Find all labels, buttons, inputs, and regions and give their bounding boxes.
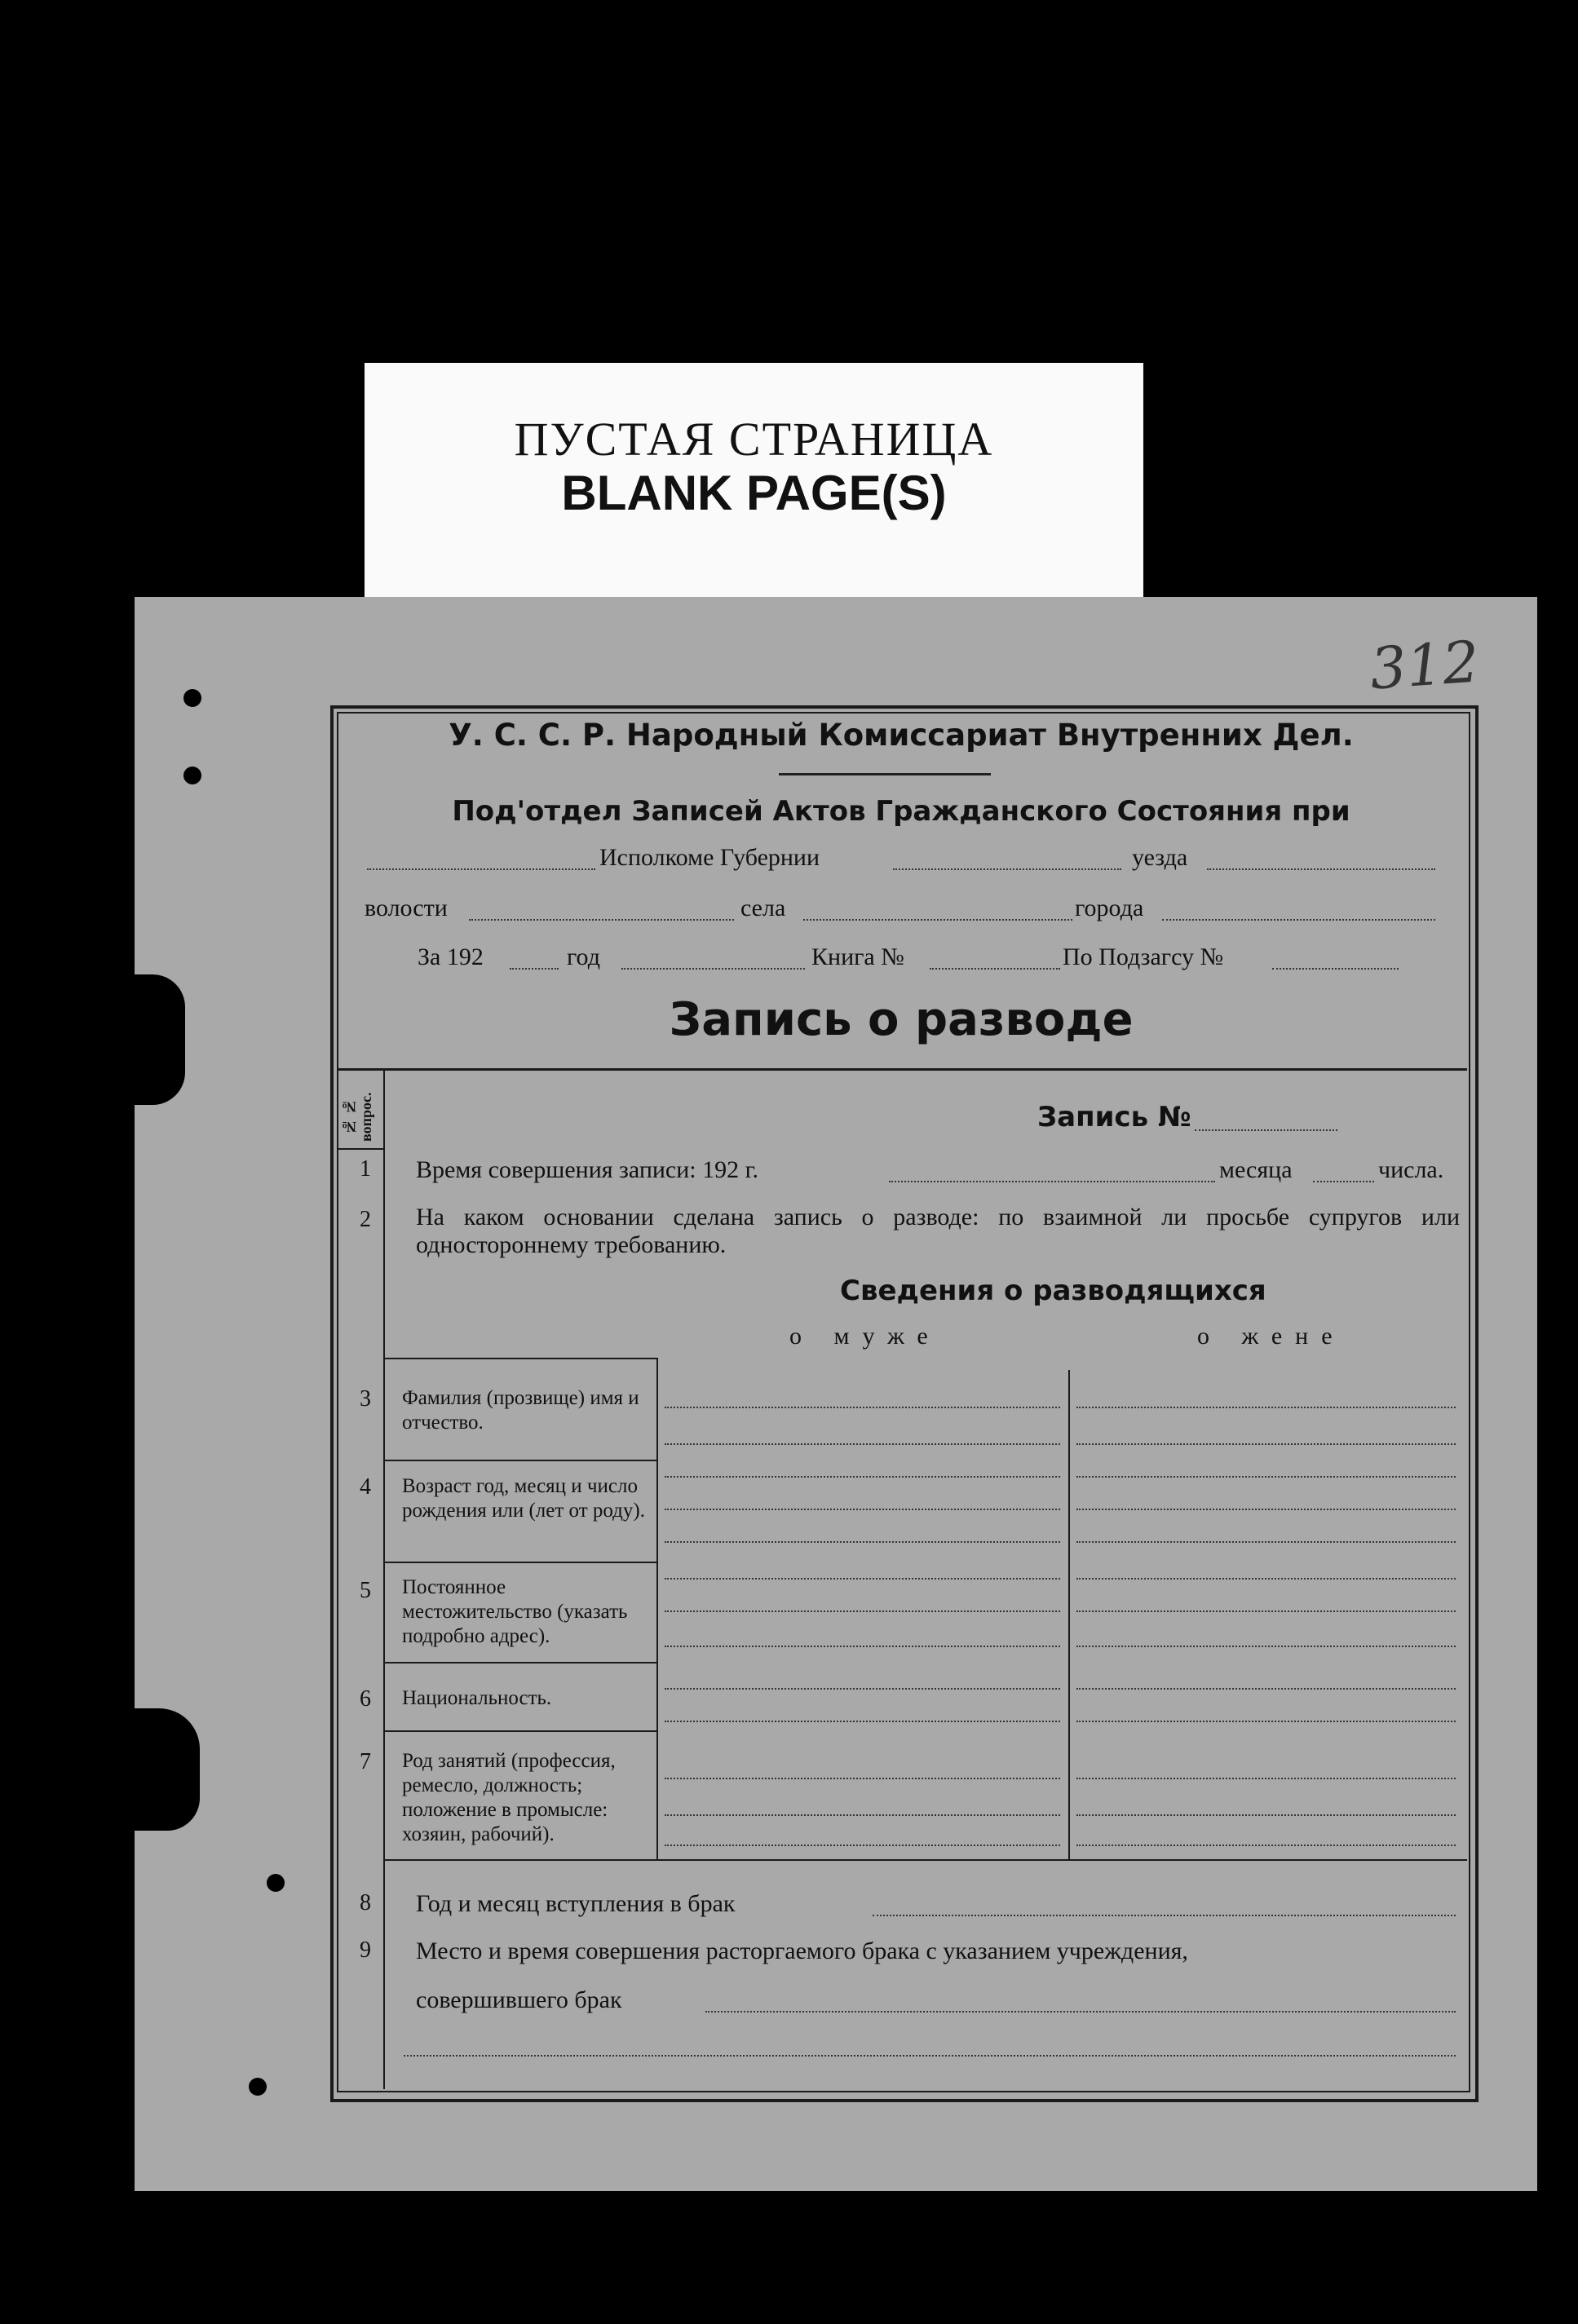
question-number: 7: [360, 1749, 371, 1774]
blank-page-label: [365, 363, 1143, 608]
table-top-rule: [337, 1068, 1467, 1071]
husband-entry-line: [665, 1610, 1060, 1612]
wife-entry-line: [1076, 1509, 1456, 1510]
husband-entry-line: [665, 1578, 1060, 1580]
husband-entry-line: [665, 1443, 1060, 1445]
question-number-header: № № вопрос.: [341, 1092, 374, 1142]
husband-entry-line: [665, 1407, 1060, 1408]
number-column-header-rule: [337, 1148, 383, 1150]
header-divider: [779, 773, 991, 775]
wife-entry-line: [1076, 1688, 1456, 1690]
husband-entry-line: [665, 1476, 1060, 1478]
grid-rule: [383, 1460, 656, 1461]
document-title: Запись о разводе: [669, 993, 1134, 1046]
question-8-text: Год и месяц вступления в брак: [416, 1890, 736, 1917]
question-1-day: числа.: [1378, 1156, 1444, 1183]
row-label-residence: Постоянное местожительство (указать подробно адрес).: [402, 1576, 628, 1647]
husband-entry-line: [665, 1814, 1060, 1816]
label-sela: села: [740, 895, 786, 921]
label-podzagsu: По Подзагсу №: [1063, 943, 1224, 970]
husband-entry-line: [665, 1778, 1060, 1779]
row-label-occupation: Род занятий (профессия, ремесло, должность; положение в промысле: хозяин, рабочий).: [402, 1750, 616, 1845]
question-number: 9: [360, 1937, 371, 1963]
label-volosti: волости: [365, 895, 448, 921]
question-1-month: месяца: [1219, 1156, 1293, 1183]
record-number-label: Запись №: [1037, 1101, 1191, 1133]
husband-entry-line: [665, 1688, 1060, 1690]
wife-entry-line: [1076, 1778, 1456, 1779]
question-9-text: Место и время совершения расторгаемого брака с указанием учреждения,: [416, 1937, 1188, 1964]
archive-folio-number: 312: [1368, 628, 1482, 703]
wife-entry-line: [1076, 1721, 1456, 1722]
blank-line: [803, 919, 1072, 921]
grid-rule: [383, 1562, 656, 1563]
punch-hole: [183, 689, 201, 707]
husband-entry-line: [665, 1845, 1060, 1846]
section-heading-divorcing: Сведения о разводящихся: [840, 1275, 1266, 1307]
blank-line: [1207, 868, 1435, 870]
torn-edge: [135, 1708, 200, 1831]
wife-entry-line: [1076, 1541, 1456, 1543]
husband-entry-line: [665, 1721, 1060, 1722]
question-number: 2: [360, 1207, 371, 1232]
label-kniga: Книга №: [811, 943, 904, 970]
record-number-blank: [1195, 1129, 1337, 1131]
blank-line: [510, 968, 559, 970]
label-ispolkom: Исполкоме Губернии: [599, 844, 820, 871]
wife-entry-line: [1076, 1407, 1456, 1408]
wife-entry-line: [1076, 1578, 1456, 1580]
label-year: За 192: [418, 943, 484, 970]
row-label-name: Фамилия (прозвище) имя и отчество.: [402, 1387, 639, 1434]
question-2-text: На каком основании сделана запись о разводе: по взаимной ли просьбе супругов или одностороннему требованию.: [416, 1204, 1460, 1258]
question-number: 4: [360, 1474, 371, 1500]
blank-line: [469, 919, 734, 921]
label-god: год: [567, 943, 600, 970]
grid-rule: [383, 1358, 656, 1359]
wife-entry-line: [1076, 1845, 1456, 1846]
blank-page-label-ru: ПУСТАЯ СТРАНИЦА: [514, 413, 994, 466]
question-number: 5: [360, 1578, 371, 1603]
blank-line: [621, 968, 805, 970]
punch-hole: [267, 1874, 285, 1892]
punch-hole: [183, 767, 201, 784]
husband-entry-line: [665, 1509, 1060, 1510]
question-number: 3: [360, 1386, 371, 1412]
blank-line: [404, 2055, 1456, 2057]
question-number: 6: [360, 1686, 371, 1712]
husband-entry-line: [665, 1541, 1060, 1543]
wife-entry-line: [1076, 1443, 1456, 1445]
husband-entry-line: [665, 1646, 1060, 1647]
blank-line: [705, 2011, 1456, 2013]
wife-entry-line: [1076, 1646, 1456, 1647]
blank-line: [1272, 968, 1399, 970]
column-header-husband: о муже: [789, 1323, 941, 1350]
grid-rule: [383, 1662, 656, 1663]
wife-entry-line: [1076, 1476, 1456, 1478]
label-goroda: города: [1075, 895, 1144, 921]
number-column-rule: [383, 1068, 385, 2089]
blank-line: [893, 868, 1121, 870]
blank-line: [367, 868, 595, 870]
column-header-wife: о жене: [1197, 1323, 1346, 1350]
wife-entry-line: [1076, 1814, 1456, 1816]
question-number: 8: [360, 1890, 371, 1915]
header-ministry: У. С. С. Р. Народный Комиссариат Внутренних Дел.: [449, 718, 1354, 753]
blank-page-label-en: BLANK PAGE(S): [561, 466, 947, 520]
blank-line: [1313, 1181, 1374, 1182]
question-number: 1: [360, 1156, 371, 1182]
question-1-text: Время совершения записи: 192 г.: [416, 1156, 759, 1183]
torn-edge: [135, 974, 185, 1105]
blank-line: [930, 968, 1060, 970]
punch-hole: [249, 2078, 267, 2096]
grid-rule: [383, 1730, 656, 1732]
row-label-age: Возраст год, месяц и число рождения или (лет от роду).: [402, 1475, 645, 1522]
wife-entry-line: [1076, 1610, 1456, 1612]
grid-rule: [383, 1859, 1467, 1861]
question-9-text-continued: совершившего брак: [416, 1986, 622, 2013]
row-label-nationality: Национальность.: [402, 1687, 552, 1709]
header-department: Под'отдел Записей Актов Гражданского Состояния при: [452, 795, 1350, 828]
blank-line: [1162, 919, 1435, 921]
blank-line: [889, 1181, 1215, 1182]
wife-column-rule: [1068, 1370, 1070, 1859]
label-uezda: уезда: [1132, 844, 1188, 871]
blank-line: [873, 1915, 1456, 1916]
